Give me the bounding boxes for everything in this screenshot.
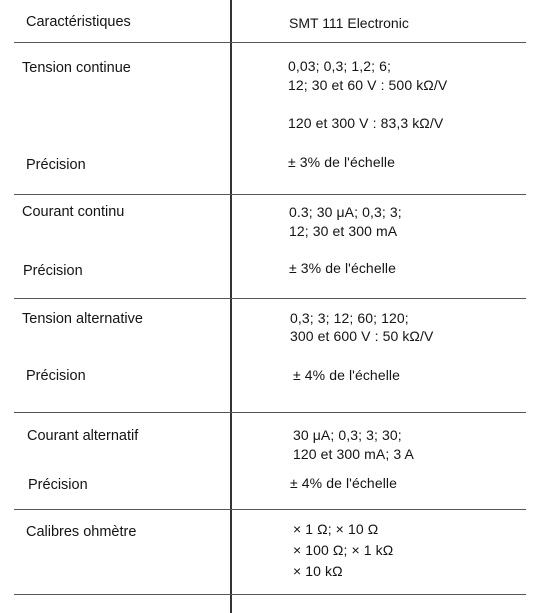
header-characteristics: Caractéristiques	[26, 14, 131, 30]
row-divider	[14, 594, 526, 595]
precision-value: ± 4% de l'échelle	[293, 367, 401, 383]
row-label-calibres-ohmetre: Calibres ohmètre	[26, 524, 137, 540]
precision-label: Précision	[26, 157, 86, 173]
row-value: × 1 Ω; × 10 Ω	[293, 521, 379, 537]
column-divider	[230, 0, 232, 613]
precision-label: Précision	[23, 263, 83, 279]
header-model: SMT 111 Electronic	[289, 15, 409, 31]
row-label-tension-alternative: Tension alternative	[22, 311, 143, 327]
row-value: 0,03; 0,3; 1,2; 6;	[288, 58, 391, 74]
row-value: 12; 30 et 60 V : 500 kΩ/V	[288, 77, 448, 93]
row-value: 30 μA; 0,3; 3; 30;	[293, 427, 402, 443]
row-value: 0.3; 30 μA; 0,3; 3;	[289, 204, 402, 220]
precision-value: ± 4% de l'échelle	[290, 475, 398, 491]
row-divider	[14, 42, 526, 43]
row-value: 120 et 300 mA; 3 A	[293, 446, 414, 462]
precision-label: Précision	[28, 477, 88, 493]
row-label-tension-continue: Tension continue	[22, 60, 131, 76]
row-value: × 10 kΩ	[293, 563, 343, 579]
precision-value: ± 3% de l'échelle	[288, 154, 396, 170]
row-divider	[14, 194, 526, 195]
precision-label: Précision	[26, 368, 86, 384]
row-divider	[14, 412, 526, 413]
row-value: × 100 Ω; × 1 kΩ	[293, 542, 394, 558]
row-label-courant-continu: Courant continu	[22, 204, 125, 220]
row-label-courant-alternatif: Courant alternatif	[27, 428, 139, 444]
row-value: 12; 30 et 300 mA	[289, 223, 398, 239]
row-value: 120 et 300 V : 83,3 kΩ/V	[288, 115, 444, 131]
row-value: 0,3; 3; 12; 60; 120;	[290, 310, 409, 326]
row-value: 300 et 600 V : 50 kΩ/V	[290, 328, 434, 344]
row-divider	[14, 298, 526, 299]
row-divider	[14, 509, 526, 510]
precision-value: ± 3% de l'échelle	[289, 260, 397, 276]
